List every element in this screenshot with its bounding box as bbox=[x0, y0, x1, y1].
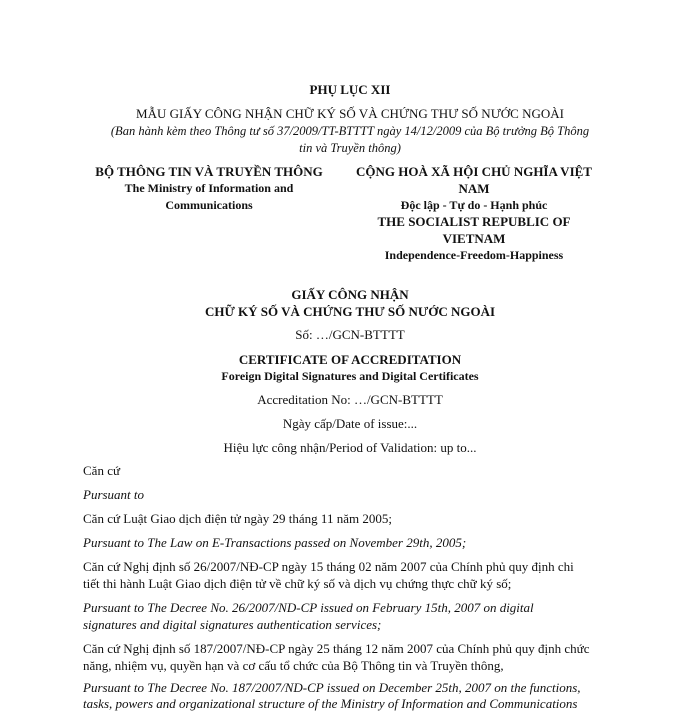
paragraph-decree-187-vn-line-1: Căn cứ Nghị định số 187/2007/NĐ-CP ngày 25 tháng 12 năm 2007 của Chính phủ quy định chức bbox=[83, 641, 590, 656]
ministry-name-en-line-1: The Ministry of Information and bbox=[124, 181, 294, 195]
paragraph-can-cu: Căn cứ bbox=[83, 463, 121, 478]
paragraph-decree-26-en-line-1: Pursuant to The Decree No. 26/2007/ND-CP issued on February 15th, 2007 on digital bbox=[83, 600, 534, 615]
accreditation-number: Accreditation No: …/GCN-BTTTT bbox=[257, 392, 443, 407]
republic-name-vn-line-2: NAM bbox=[458, 181, 490, 196]
republic-name-en-line-2: VIETNAM bbox=[442, 231, 506, 246]
validity-period: Hiệu lực công nhận/Period of Validation: up to... bbox=[223, 440, 477, 455]
certificate-number-vn: Số: …/GCN-BTTTT bbox=[295, 327, 405, 342]
republic-name-vn-line-1: CỘNG HOÀ XÃ HỘI CHỦ NGHĨA VIỆT bbox=[356, 164, 592, 179]
certificate-title-en-line-2: Foreign Digital Signatures and Digital Certificates bbox=[221, 369, 479, 383]
motto-en: Independence-Freedom-Happiness bbox=[384, 248, 564, 262]
paragraph-decree-187-en-line-1: Pursuant to The Decree No. 187/2007/ND-CP issued on December 25th, 2007 on the functions, bbox=[83, 680, 581, 695]
paragraph-decree-187-en-line-2: tasks, powers and organizational structure of the Ministry of Information and Communications bbox=[83, 696, 578, 711]
paragraph-decree-26-vn-line-1: Căn cứ Nghị định số 26/2007/NĐ-CP ngày 15 tháng 02 năm 2007 của Chính phủ quy định chi bbox=[83, 559, 574, 574]
ministry-name-vn: BỘ THÔNG TIN VÀ TRUYỀN THÔNG bbox=[95, 164, 323, 179]
paragraph-pursuant-to: Pursuant to bbox=[83, 487, 145, 502]
issue-date: Ngày cấp/Date of issue:... bbox=[282, 416, 418, 431]
form-title: MẪU GIẤY CÔNG NHẬN CHỮ KÝ SỐ VÀ CHỨNG THƯ SỐ NƯỚC NGOÀI bbox=[136, 106, 564, 121]
issued-note-line-2: tin và Truyền thông) bbox=[299, 141, 401, 155]
appendix-title: PHỤ LỤC XII bbox=[309, 82, 391, 97]
republic-name-en-line-1: THE SOCIALIST REPUBLIC OF bbox=[377, 214, 571, 229]
paragraph-decree-26-en-line-2: signatures and digital signatures authentication services; bbox=[83, 617, 382, 632]
law-en-prefix: Pursuant to bbox=[83, 535, 148, 550]
motto-vn: Độc lập - Tự do - Hạnh phúc bbox=[400, 198, 548, 212]
certificate-title-vn-line-1: GIẤY CÔNG NHẬN bbox=[291, 287, 409, 302]
certificate-title-en-line-1: CERTIFICATE OF ACCREDITATION bbox=[238, 352, 462, 367]
ministry-name-en-line-2: Communications bbox=[165, 198, 253, 212]
paragraph-law-vn: Căn cứ Luật Giao dịch điện tử ngày 29 tháng 11 năm 2005; bbox=[83, 511, 392, 526]
issued-note-line-1: (Ban hành kèm theo Thông tư số 37/2009/TT-BTTTT ngày 14/12/2009 của Bộ trưởng Bộ Thông bbox=[110, 124, 590, 138]
law-en-title: The Law on E-Transactions passed on November 29th, 2005; bbox=[147, 535, 467, 550]
paragraph-decree-26-vn-line-2: tiết thi hành Luật Giao dịch điện tử về chữ ký số và dịch vụ chứng thực chữ ký số; bbox=[83, 576, 512, 591]
paragraph-law-en bbox=[83, 535, 466, 551]
certificate-title-vn-line-2: CHỮ KÝ SỐ VÀ CHỨNG THƯ SỐ NƯỚC NGOÀI bbox=[204, 304, 496, 319]
paragraph-decree-187-vn-line-2: năng, nhiệm vụ, quyền hạn và cơ cấu tổ chức của Bộ Thông tin và Truyền thông, bbox=[83, 658, 504, 673]
